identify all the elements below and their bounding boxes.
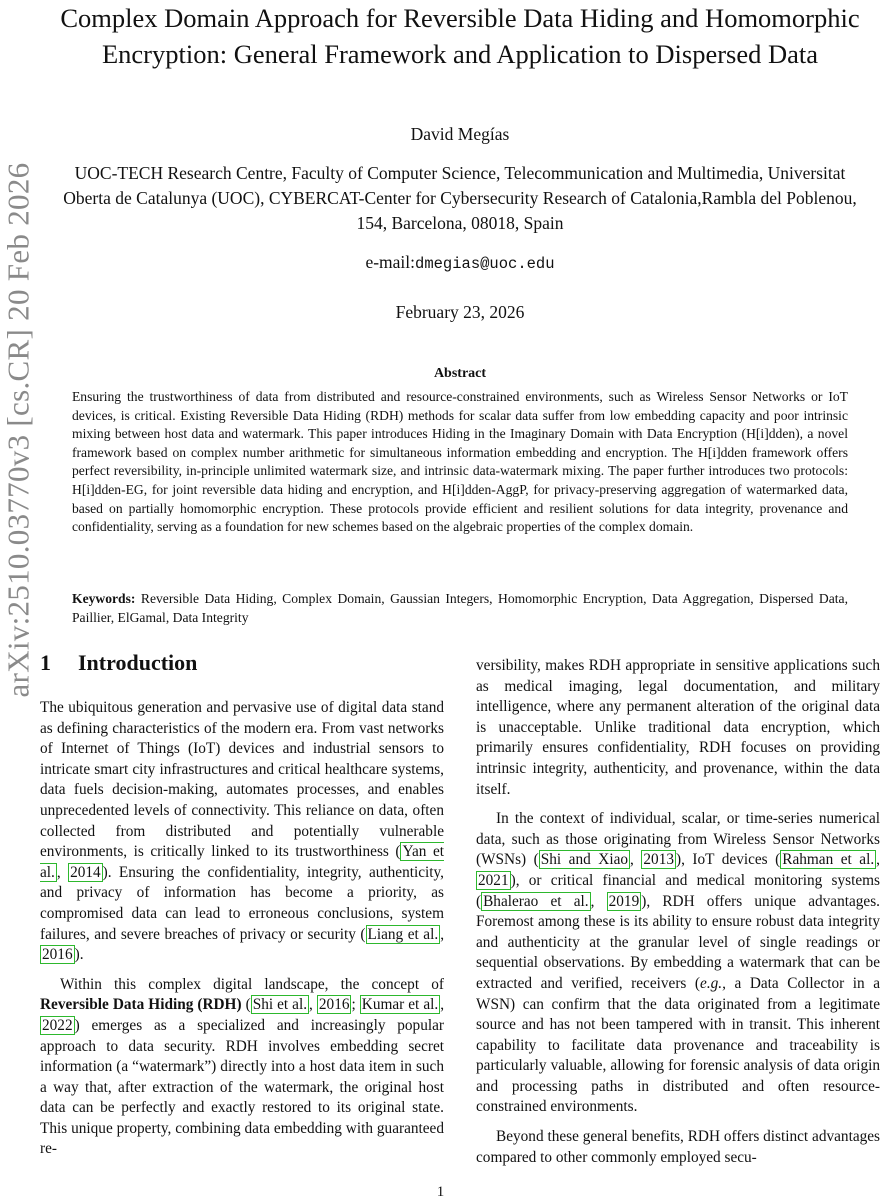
keywords-list: Reversible Data Hiding, Complex Domain, Gaussian Integers, Homomorphic Encryption, Data Aggregation, Dispersed Data, Paillier, ElGamal, Data Integrity xyxy=(72,591,848,625)
paragraph-text: ). Ensuring the confidentiality, integrity, authenticity, and privacy of information has become a priority, as compromised data can lead to erroneous conclusions, system failures, and severe breaches of privacy or security ( xyxy=(40,863,444,943)
keywords xyxy=(72,590,848,627)
emphasis-term: e.g., xyxy=(700,974,726,992)
citation-link[interactable] xyxy=(476,871,511,890)
page-number: 1 xyxy=(436,1184,445,1200)
paragraph-text: ), RDH offers unique advantages. Foremost among these is its ability to ensure robust data integrity and authenticity at the granular level of single readings or sequential observations. By embedding a watermark that can be extracted and verified, receivers ( xyxy=(476,892,880,992)
citation-link[interactable] xyxy=(360,995,440,1014)
paragraph: Within this complex digital landscape, the concept of Reversible Data Hiding (RDH) ( Shi et al. , 2016 ; Kumar et al. , 2022 ) emerges as a specialized and increasingly popular approach to data security. RDH involves embedding secret information (a “watermark”) directly into a host data item in such a way that, after extraction of the watermark, the original host data can be perfectly and exactly restored to its original state. This unique property, combining data embedding with guaranteed re- xyxy=(40,975,445,1158)
citation-year: 2014 xyxy=(70,863,101,881)
paragraph-text: ; xyxy=(351,996,360,1014)
paragraph: Beyond these general benefits, RDH offers distinct advantages compared to other commonly employed secu- xyxy=(476,1128,880,1166)
citation-link[interactable] xyxy=(481,892,591,911)
paragraph-text: ( xyxy=(241,996,251,1014)
citation-year: 2016 xyxy=(42,946,73,964)
citation-author: Bhalerao et al. xyxy=(483,892,589,910)
paragraph-text: Within this complex digital landscape, the concept of xyxy=(60,975,444,993)
paragraph-text: ), or critical financial and medical monitoring systems ( xyxy=(476,871,880,910)
citation-link[interactable] xyxy=(68,863,103,882)
email-address[interactable]: dmegias@uoc.edu xyxy=(415,255,555,273)
citation-link[interactable] xyxy=(641,850,676,869)
paragraph: In the context of individual, scalar, or time-series numerical data, such as those originating from Wireless Sensor Networks (WSNs) ( Shi and Xiao , 2013 ), IoT devices ( Rahman et al. , 2021 ), or critical financial and medical monitoring systems ( Bhalerao et al. , 2019 ), RDH offers unique advantages. Foremost among these is its ability to ensure robust data integrity and authenticity at the granular level of single readings or sequential observations. By embedding a watermark that can be extracted and verified, receivers (e.g., a Data Collector in a WSN) can confirm that the data originated from a legitimate source and has not been tampered with in transit. This inherent capability to facilitate data provenance and traceability is particularly valuable, allowing for forensic analysis of data origin and processing paths in distributed and often resource-constrained environments. xyxy=(476,810,880,1116)
citation-author: Kumar et al. xyxy=(361,996,439,1014)
citation-author: Rahman et al. xyxy=(782,851,875,869)
citation-author: Shi and Xiao xyxy=(540,851,629,869)
paragraph-text: ) emerges as a specialized and increasingly popular approach to data security. RDH involves embedding secret information (a “watermark”) directly into a host data item in such a way that, after extraction of the watermark, the original host data can be perfectly and exactly restored to its original state. This unique property, combining data embedding with guaranteed re- xyxy=(40,1016,444,1158)
citation-author: Yan et al. xyxy=(40,843,444,881)
citation-year: 2013 xyxy=(643,851,674,869)
author-email-line xyxy=(60,252,860,273)
citation-year: 2021 xyxy=(478,871,509,889)
paper-date: February 23, 2026 xyxy=(395,302,525,322)
paragraph: versibility, makes RDH appropriate in sensitive applications such as medical imaging, legal documentation, and military intelligence, where any permanent alteration of the original data is unacceptable. Unlike traditional data encryption, which primarily ensures confidentiality, RDH focuses on providing intrinsic integrity, authenticity, and provenance, within the data itself. xyxy=(476,657,880,798)
citation-link[interactable] xyxy=(40,1016,75,1035)
keywords-label: Keywords: xyxy=(72,591,136,606)
citation-author: Shi et al. xyxy=(252,996,308,1014)
section-title: Introduction xyxy=(78,650,198,675)
left-column xyxy=(40,650,444,1160)
citation-link[interactable] xyxy=(539,850,630,869)
citation-link[interactable] xyxy=(607,892,642,911)
citation-year: 2016 xyxy=(318,996,350,1014)
citation-link[interactable] xyxy=(251,995,309,1014)
abstract-heading: Abstract xyxy=(433,366,487,381)
emphasis-term: Reversible Data Hiding (RDH) xyxy=(40,996,242,1014)
citation-year: 2019 xyxy=(608,892,640,910)
paragraph-text: In the context of individual, scalar, or time-series numerical data, such as those originating from Wireless Sensor Networks (WSNs) ( xyxy=(476,810,880,869)
author-affiliation: UOC-TECH Research Centre, Faculty of Computer Science, Telecommunication and Multimedia, Universitat Oberta de Catalunya (UOC), CYBERCAT-Center for Cybersecurity Research of Catalonia,Rambla del Poblenou, 154, Barcelona, 08018, Spain xyxy=(63,163,857,233)
section-heading xyxy=(40,650,444,676)
citation-link[interactable] xyxy=(780,850,876,869)
section-number: 1 xyxy=(40,650,51,675)
paragraph-text: The ubiquitous generation and pervasive use of digital data stand as defining characteristics of the modern era. From vast networks of Internet of Things (IoT) devices and industrial sensors to intricate smart city infrastructures and critical healthcare systems, data fuels decision-making, automates processes, and enables unprecedented levels of connectivity. This reliance on data, often collected from distributed and potentially vulnerable environments, is critically linked to its trustworthiness ( xyxy=(40,699,444,861)
citation-year: 2022 xyxy=(42,1016,73,1034)
paragraph-text: ). xyxy=(74,946,84,964)
arxiv-id: arXiv:2510.03770v3 [cs.CR] 20 Feb 2026 xyxy=(0,162,36,698)
paragraph: The ubiquitous generation and pervasive use of digital data stand as defining characteristics of the modern era. From vast networks of Internet of Things (IoT) devices and industrial sensors to intricate smart city infrastructures and critical healthcare systems, data fuels decision-making, automates processes, and enables unprecedented levels of connectivity. This reliance on data, often collected from distributed and potentially vulnerable environments, is critically linked to its trustworthiness ( Yan et al. , 2014 ). Ensuring the confidentiality, integrity, authenticity, and privacy of information has become a priority, as compromised data can lead to erroneous conclusions, system failures, and severe breaches of privacy or security ( Liang et al. , 2016 ). xyxy=(40,699,445,964)
right-column xyxy=(476,656,880,1168)
citation-link[interactable] xyxy=(317,995,352,1014)
paper-title: Complex Domain Approach for Reversible Data Hiding and Homomorphic Encryption: General Framework and Application to Dispersed Data xyxy=(60,3,860,69)
email-label: e-mail: xyxy=(365,252,416,272)
author-name: David Megías xyxy=(410,124,510,144)
abstract-body: Ensuring the trustworthiness of data from distributed and resource-constrained environments, such as Wireless Sensor Networks or IoT devices, is critical. Existing Reversible Data Hiding (RDH) methods for scalar data suffer from low embedding capacity and poor intrinsic mixing between host data and watermark. This paper introduces Hiding in the Imaginary Domain with Data Encryption (H[i]dden), a novel framework based on complex number arithmetic for simultaneous information embedding and encryption. The H[i]dden framework offers perfect reversibility, in-principle unlimited watermark size, and intrinsic data-watermark mixing. The paper further introduces two protocols: H[i]dden-EG, for joint reversible data hiding and encryption, and H[i]dden-AggP, for privacy-preserving aggregation of watermarked data, based on partially homomorphic encryption. These protocols provide efficient and resilient solutions for data integrity, provenance and confidentiality, serving as a foundation for new schemes based on the algebraic properties of the complex domain. xyxy=(72,389,848,535)
paragraph-text: ), IoT devices ( xyxy=(675,851,781,869)
citation-link[interactable] xyxy=(366,925,441,944)
citation-link[interactable] xyxy=(40,945,75,964)
citation-author: Liang et al. xyxy=(367,925,439,943)
arxiv-sidebar-stamp xyxy=(0,0,36,860)
paragraph-text: a Data Collector in a WSN) can confirm that the data originated from a legitimate source and has not been tampered with in transit. This inherent capability to facilitate data provenance and traceability is particularly valuable, allowing for forensic analysis of data origin and processing paths in distributed and often resource-constrained environments. xyxy=(476,974,880,1116)
